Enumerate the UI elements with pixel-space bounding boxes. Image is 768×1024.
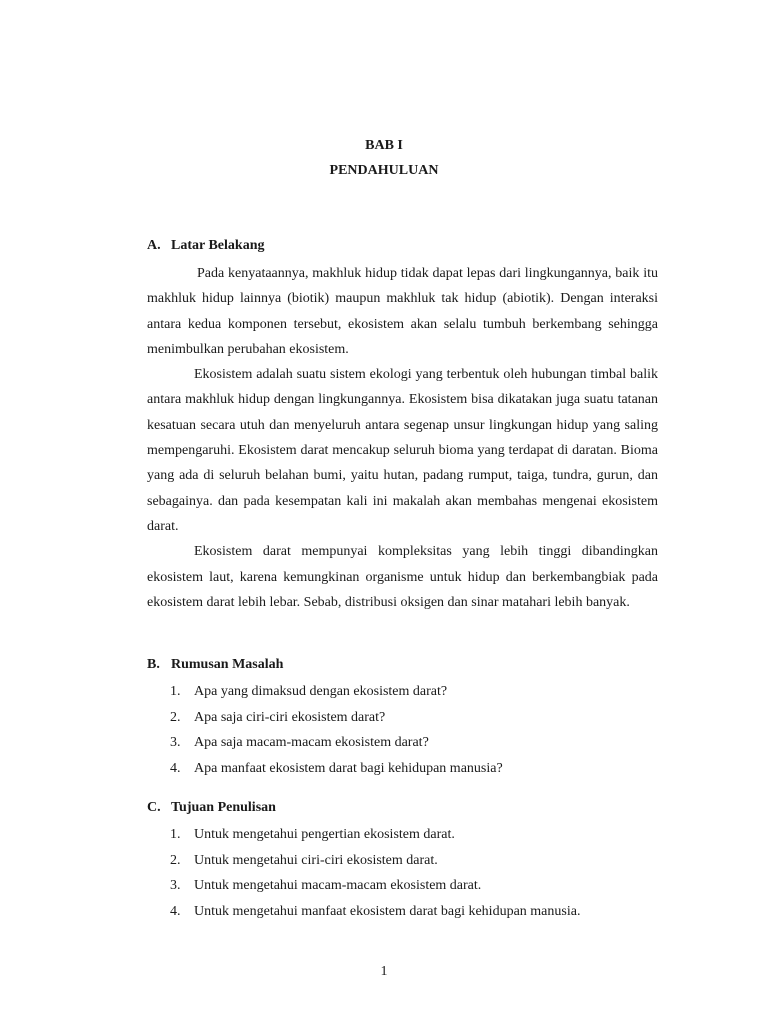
section-title: Tujuan Penulisan xyxy=(171,800,276,815)
list-item: 3. Untuk mengetahui macam-macam ekosistem darat. xyxy=(170,878,482,893)
chapter-title: PENDAHULUAN xyxy=(329,163,439,178)
section-title: Rumusan Masalah xyxy=(171,657,284,672)
section-letter: C. xyxy=(147,800,161,815)
paragraph: Ekosistem darat mempunyai kompleksitas yang lebih tinggi dibandingkan ekosistem laut, karena kemungkinan organisme untuk hidup dan berkembangbiak pada ekosistem darat lebih lebar. Sebab, distribusi oksigen dan sinar matahari lebih banyak. xyxy=(147,544,658,610)
section-title: Latar Belakang xyxy=(171,238,265,253)
list-rumusan-masalah xyxy=(170,682,503,784)
list-item: 1. Untuk mengetahui pengertian ekosistem darat. xyxy=(170,827,455,842)
list-tujuan-penulisan xyxy=(170,825,580,927)
section-heading-latar-belakang xyxy=(147,238,264,254)
page-number: 1 xyxy=(380,964,388,979)
paragraph: Pada kenyataannya, makhluk hidup tidak dapat lepas dari lingkungannya, baik itu makhluk hidup lainnya (biotik) maupun makhluk tak hidup (abiotik). Dengan interaksi antara kedua komponen tersebut, ekosistem akan selalu tumbuh berkembang sehingga menimbulkan perubahan ekosistem. xyxy=(147,266,658,357)
paragraph: Ekosistem adalah suatu sistem ekologi yang terbentuk oleh hubungan timbal balik antara makhluk hidup dengan lingkungannya. Ekosistem bisa dikatakan juga suatu tatanan kesatuan secara utuh dan menyeluruh antara segenap unsur lingkungan hidup yang saling mempengaruhi. Ekosistem darat mencakup seluruh bioma yang terdapat di daratan. Bioma yang ada di seluruh belahan bumi, yaitu hutan, padang rumput, taiga, tundra, gurun, dan sebagainya. dan pada kesempatan kali ini makalah akan membahas mengenai ekosistem darat. xyxy=(147,367,658,534)
section-heading-rumusan-masalah xyxy=(147,657,283,673)
section-letter: A. xyxy=(147,238,161,253)
list-item: 4. Untuk mengetahui manfaat ekosistem darat bagi kehidupan manusia. xyxy=(170,903,581,919)
section-heading-tujuan-penulisan xyxy=(147,800,276,816)
list-item: 3. Apa saja macam-macam ekosistem darat? xyxy=(170,735,429,750)
section-body-latar-belakang xyxy=(147,261,658,615)
chapter-number: BAB I xyxy=(365,138,403,153)
list-item: 2. Untuk mengetahui ciri-ciri ekosistem darat. xyxy=(170,852,438,868)
list-item: 2. Apa saja ciri-ciri ekosistem darat? xyxy=(170,709,386,725)
section-letter: B. xyxy=(147,657,160,672)
list-item: 4. Apa manfaat ekosistem darat bagi kehidupan manusia? xyxy=(170,760,503,776)
list-item: 1. Apa yang dimaksud dengan ekosistem darat? xyxy=(170,684,448,699)
